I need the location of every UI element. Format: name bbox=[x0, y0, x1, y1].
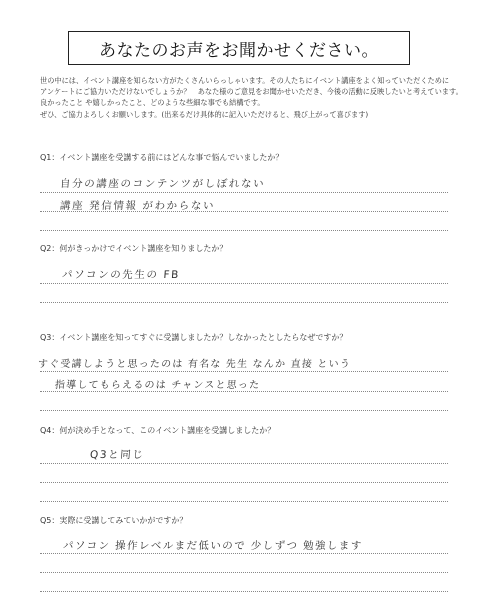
answer-rule bbox=[40, 192, 448, 193]
answer-1-line-2: 講座 発信情報 がわからない bbox=[59, 200, 216, 212]
answer-rule bbox=[40, 391, 448, 392]
answer-rule bbox=[40, 283, 448, 284]
answer-rule bbox=[40, 501, 448, 502]
answer-3-line-1: すぐ受講しようと思ったのは 有名な 先生 なんか 直接 という bbox=[37, 359, 352, 370]
question-3-label: Q3：イベント講座を知ってすぐに受講しましたか？しなかったとしたらなぜですか？ bbox=[40, 333, 348, 342]
answer-3-line-2: 指導してもらえるのは チャンスと思った bbox=[54, 380, 261, 391]
page-title: あなたのお声をお聞かせください。 bbox=[68, 31, 410, 65]
intro-line: ぜひ、ご協力よろしくお願いします。(出来るだけ具体的に記入いただけると、飛び上がって喜びます) bbox=[40, 109, 369, 119]
intro-line: 良かったこと や嬉しかったこと、どのような些細な事でも結構です。 bbox=[40, 98, 265, 108]
answer-4-line-1: Q3と同じ bbox=[89, 449, 145, 461]
intro-line: 世の中には、イベント講座を知らない方がたくさんいらっしゃいます。その人たちにイベント講座をよく知っていただくために bbox=[40, 76, 450, 85]
answer-rule bbox=[40, 371, 448, 372]
answer-rule bbox=[40, 591, 448, 592]
answer-1-line-1: 自分の講座のコンテンツがしぼれない bbox=[59, 178, 266, 190]
answer-rule bbox=[40, 410, 448, 411]
question-1-label: Q1：イベント講座を受講する前にはどんな事で悩んでいましたか？ bbox=[40, 153, 284, 162]
answer-rule bbox=[40, 230, 448, 231]
answer-rule bbox=[40, 482, 448, 483]
intro-text bbox=[40, 75, 463, 120]
answer-rule bbox=[40, 553, 448, 554]
answer-rule bbox=[40, 302, 448, 303]
question-4-label: Q4：何が決め手となって、このイベント講座を受講しましたか？ bbox=[40, 426, 276, 435]
answer-5-line-1: パソコン 操作レベルまだ低いので 少しずつ 勉強します bbox=[62, 540, 363, 552]
answer-2-line-1: パソコンの先生の FB bbox=[61, 269, 181, 281]
question-5-label: Q5：実際に受講してみていかがですか？ bbox=[40, 516, 188, 525]
question-2-label: Q2：何がきっかけでイベント講座を知りましたか？ bbox=[40, 244, 228, 253]
answer-rule bbox=[40, 463, 448, 464]
answer-rule bbox=[40, 211, 448, 212]
answer-rule bbox=[40, 572, 448, 573]
intro-line: アンケートにご協力いただけないでしょうか？ あなた様のご意見をお聞かせいただき、今後の活動に反映したいと考えています。 bbox=[40, 87, 463, 97]
